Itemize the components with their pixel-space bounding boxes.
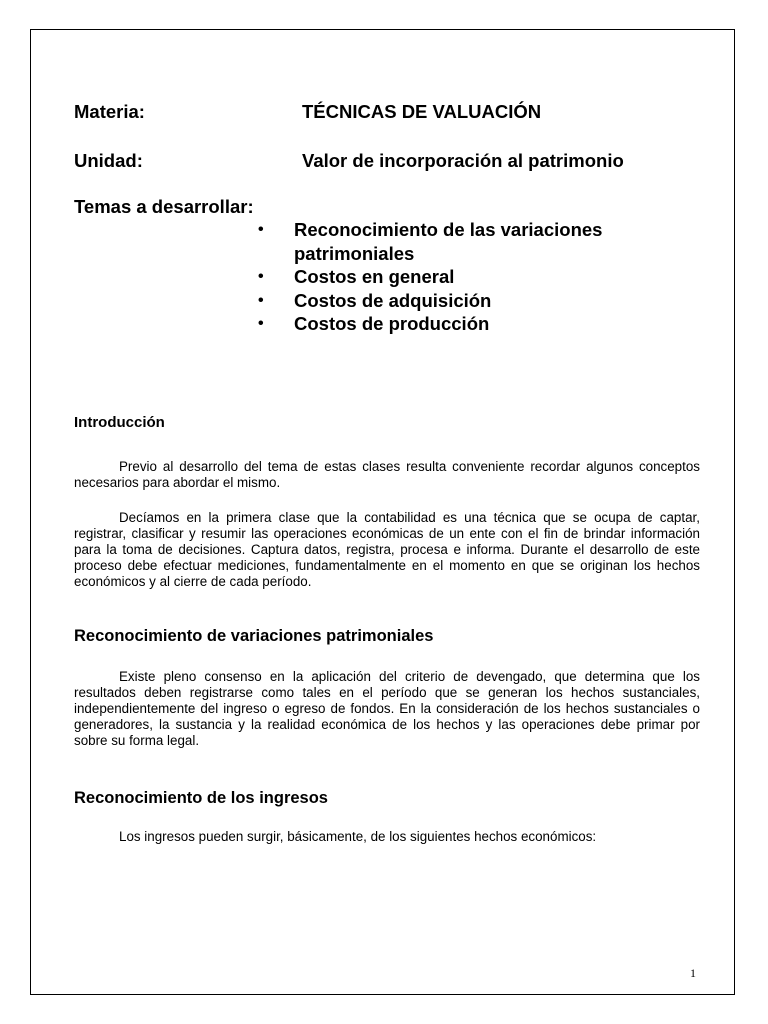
variations-paragraph: Existe pleno consenso en la aplicación del criterio de devengado, que determina que los resultados deben registrarse como tales en el período que se generan los hechos sustanciales, independientemente del ingreso o egreso de fondos. En la consideración de los hechos sustanciales o generadores, la sustancia y la realidad económica de los hechos y las operaciones debe primar por sobre su forma legal. — [74, 669, 700, 748]
bullet-icon: • — [258, 291, 264, 309]
intro-paragraph-1: Previo al desarrollo del tema de estas clases resulta conveniente recordar algunos conceptos necesarios para abordar el mismo. — [74, 459, 700, 490]
topic-item — [258, 312, 678, 336]
topic-item — [258, 265, 678, 289]
bullet-icon: • — [258, 268, 264, 286]
unit-value: Valor de incorporación al patrimonio — [302, 150, 624, 171]
topic-item — [258, 289, 678, 313]
topic-text: Costos de adquisición — [294, 289, 492, 311]
income-heading: Reconocimiento de los ingresos — [74, 789, 328, 807]
page-number: 1 — [690, 966, 696, 980]
bullet-icon: • — [258, 315, 264, 333]
income-paragraph: Los ingresos pueden surgir, básicamente, de los siguientes hechos económicos: — [119, 829, 597, 844]
topic-text: Costos de producción — [294, 313, 490, 335]
intro-paragraph-2: Decíamos en la primera clase que la contabilidad es una técnica que se ocupa de captar, registrar, clasificar y resumir las operaciones económicas de un ente con el fin de brindar información para la toma de decisiones. Captura datos, registra, procesa e informa. Durante el desarrollo de este proceso debe efectuar mediciones, fundamentalmente en el momento en que se originan los hechos económicos y al cierre de cada período. — [74, 510, 700, 589]
intro-heading: Introducción — [74, 414, 165, 431]
variations-heading: Reconocimiento de variaciones patrimoniales — [74, 627, 434, 645]
topic-text: Reconocimiento de las variaciones patrimoniales — [294, 219, 603, 264]
unit-label: Unidad: — [74, 150, 143, 171]
subject-label: Materia: — [74, 101, 145, 122]
subject-value: TÉCNICAS DE VALUACIÓN — [302, 101, 542, 122]
topics-label: Temas a desarrollar: — [74, 196, 254, 217]
topic-text: Costos en general — [294, 266, 455, 288]
topics-list — [258, 218, 678, 336]
topic-item — [258, 218, 678, 265]
bullet-icon: • — [258, 221, 264, 238]
